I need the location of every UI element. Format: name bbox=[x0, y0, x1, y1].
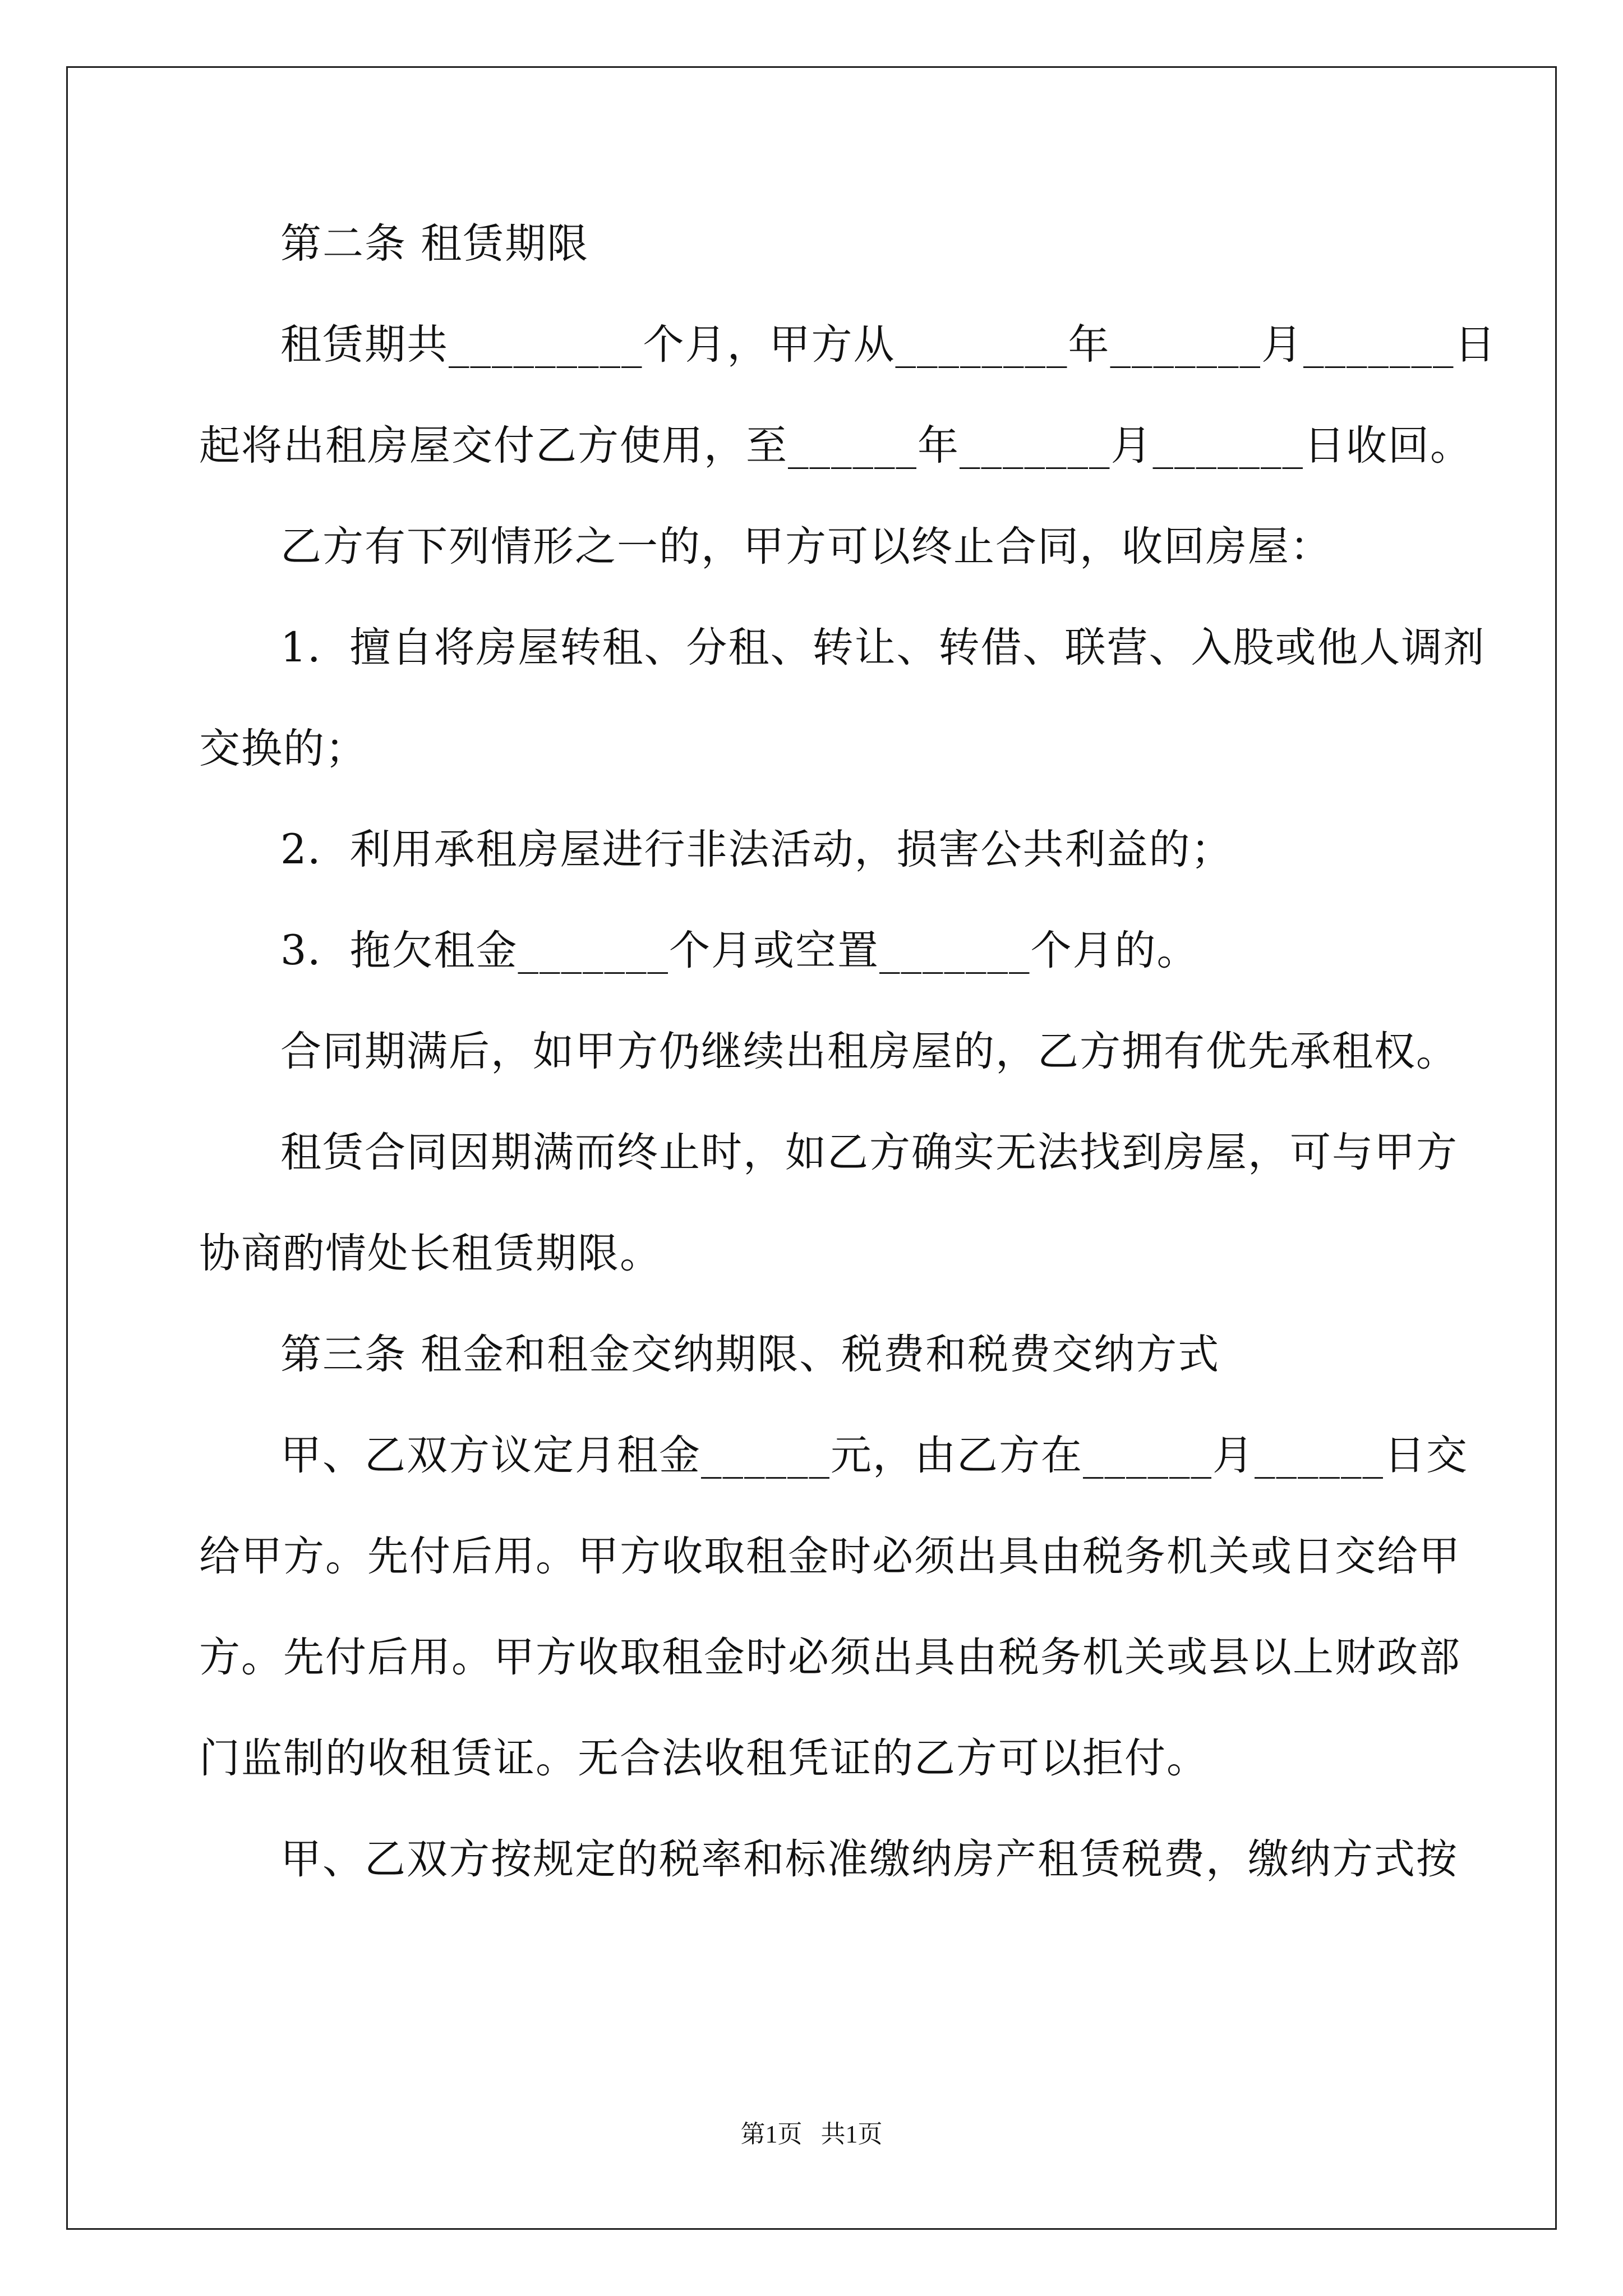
paragraph-line: 租赁合同因期满而终止时，如乙方确实无法找到房屋，可与甲方 bbox=[280, 1129, 1458, 1176]
list-item-1: 1．擅自将房屋转租、分租、转让、转借、联营、入股或他人调剂 bbox=[280, 624, 1486, 671]
section-heading-term: 第二条 租赁期限 bbox=[280, 220, 589, 268]
paragraph-line: 乙方有下列情形之一的，甲方可以终止合同，收回房屋： bbox=[280, 523, 1332, 570]
list-item-3: 3．拖欠租金_______个月或空置_______个月的。 bbox=[280, 927, 1199, 974]
list-item-1-continued: 交换的； bbox=[199, 725, 367, 772]
paragraph-line: 合同期满后，如甲方仍继续出租房屋的，乙方拥有优先承租权。 bbox=[280, 1028, 1458, 1075]
paragraph-line: 给甲方。先付后用。甲方收取租金时必须出具由税务机关或日交给甲 bbox=[199, 1533, 1461, 1580]
paragraph-line: 方。先付后用。甲方收取租金时必须出具由税务机关或县以上财政部 bbox=[199, 1634, 1461, 1681]
paragraph-line: 协商酌情处长租赁期限。 bbox=[199, 1230, 662, 1277]
list-item-2: 2．利用承租房屋进行非法活动，损害公共利益的； bbox=[280, 826, 1233, 873]
paragraph-line: 门监制的收租赁证。无合法收租凭证的乙方可以拒付。 bbox=[199, 1734, 1209, 1782]
paragraph-line: 甲、乙双方议定月租金______元，由乙方在______月______日交 bbox=[280, 1432, 1468, 1479]
paragraph-line: 起将出租房屋交付乙方使用，至______年_______月_______日收回。 bbox=[199, 422, 1472, 470]
paragraph-line: 租赁期共_________个月，甲方从________年_______月_______日 bbox=[280, 321, 1497, 369]
page-number-footer: 第1页 共1页 bbox=[740, 2120, 883, 2148]
paragraph-line: 甲、乙双方按规定的税率和标准缴纳房产租赁税费，缴纳方式按 bbox=[280, 1835, 1458, 1883]
section-heading-rent: 第三条 租金和租金交纳期限、税费和税费交纳方式 bbox=[280, 1331, 1220, 1378]
